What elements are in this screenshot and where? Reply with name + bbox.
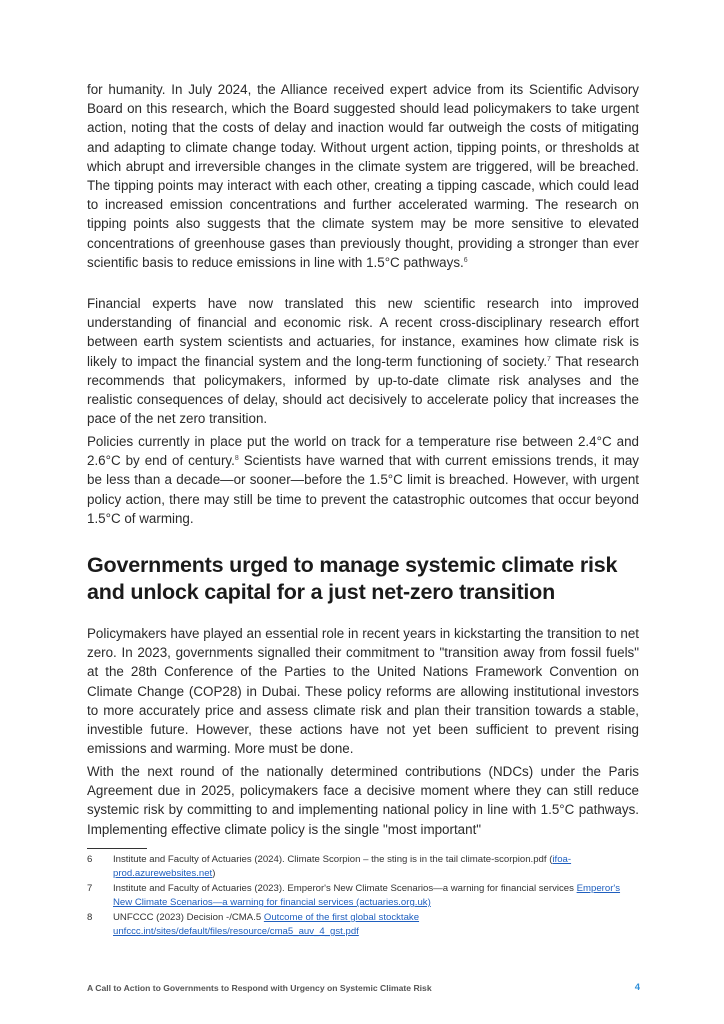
footnote-text (113, 853, 639, 881)
footnote-link[interactable]: ifoa-prod.azurewebsites.net (113, 854, 572, 879)
paragraph-text: Policymakers have played an essential role in recent years in kickstarting the transition to net zero. In 2023, governments signalled their commitment to "transition away from fossil fuels" at the 28th Conference of the Parties to the United Nations Framework Convention on Climate Change (COP28) in Dubai. These policy reforms are allowing institutional investors to more accurately price and assess climate risk and plan their transition towards a stable, investible future. However, these actions have not yet been sufficient to prevent rising emissions and warming. More must be done. (87, 626, 639, 757)
paragraph-policymakers-role (87, 624, 639, 758)
paragraph-text: With the next round of the nationally determined contributions (NDCs) under the Paris Agreement due in 2025, policymakers face a decisive moment where they can still reduce systemic risk by committing to and implementing national policy in line with 1.5°C pathways. Implementing effective climate policy is the single "most important" (87, 764, 639, 837)
footnote-number: 8 (87, 912, 93, 923)
footnote-ref[interactable]: 6 (463, 256, 468, 264)
footnote-6 (87, 853, 639, 881)
paragraph-text: for humanity. In July 2024, the Alliance received expert advice from its Scientific Advisory Board on this research, which the Board suggested should lead policymakers to take urgent action, noting that the costs of delay and inaction would far outweigh the costs of mitigating and adapting to climate change today. Without urgent action, tipping points, or thresholds at which abrupt and irreversible changes in the climate system are triggered, will be breached. The tipping points may interact with each other, creating a tipping cascade, which could lead to increased emission concentrations and further accelerated warming. The research on tipping points also suggests that the climate system may be more sensitive to elevated concentrations of greenhouse gases than previously thought, providing a stronger than ever scientific basis to reduce emissions in line with 1.5°C pathways. (87, 82, 639, 270)
section-heading: Governments urged to manage systemic climate risk and unlock capital for a just net-zero transition (87, 553, 618, 604)
paragraph-text: Policies currently in place put the world on track for a temperature rise between 2.4°C and 2.6°C by end of century. (87, 434, 639, 469)
paragraph-text: That research recommends that policymakers, informed by up-to-date climate risk analyses and the realistic consequences of delay, should act decisively to accelerate policy that increases the pace of the net zero transition. (87, 353, 639, 427)
footnote-7 (87, 882, 639, 910)
paragraph-ndcs (87, 762, 639, 839)
paragraph-text: Financial experts have now translated this new scientific research into improved understanding of financial and economic risk. A recent cross-disciplinary research effort between earth system scientists and actuaries, for instance, examines how climate risk is likely to impact the financial system and the long-term functioning of society. (87, 296, 639, 369)
footer-document-title: A Call to Action to Governments to Respond with Urgency on Systemic Climate Risk (87, 983, 432, 993)
footnote-text (113, 882, 639, 910)
footnote-number: 7 (87, 883, 93, 894)
footnote-citation: Institute and Faculty of Actuaries (2024). Climate Scorpion – the sting is in the tail climate-scorpion.pdf ( (113, 854, 553, 865)
footnote-divider (87, 848, 147, 849)
footnote-closing: ) (212, 868, 216, 879)
footnote-ref[interactable]: 8 (234, 455, 239, 463)
paragraph-financial-risk (87, 294, 639, 428)
paragraph-tipping-points (87, 80, 639, 272)
footnote-text (113, 911, 639, 939)
footnote-ref[interactable]: 7 (547, 355, 551, 363)
footnote-link[interactable]: Emperor's New Climate Scenarios—a warning for financial services (actuaries.org.uk) (113, 883, 621, 908)
footnote-citation: UNFCCC (2023) Decision -/CMA.5 (113, 912, 264, 923)
footnote-citation: Institute and Faculty of Actuaries (2023). Emperor's New Climate Scenarios—a warning for financial services (113, 883, 577, 894)
paragraph-temperature-track (87, 432, 639, 528)
page-number: 4 (634, 982, 640, 993)
footnote-link[interactable]: Outcome of the first global stocktake unfccc.int/sites/default/files/resource/cma5_auv_4_gst.pdf (113, 912, 420, 937)
paragraph-text: Scientists have warned that with current emissions trends, it may be less than a decade—or sooner—before the 1.5°C limit is breached. However, with urgent policy action, there may still be time to prevent the catastrophic outcomes that occur beyond 1.5°C of warming. (87, 453, 640, 526)
footnote-8 (87, 911, 639, 939)
footnote-number: 6 (87, 854, 93, 865)
